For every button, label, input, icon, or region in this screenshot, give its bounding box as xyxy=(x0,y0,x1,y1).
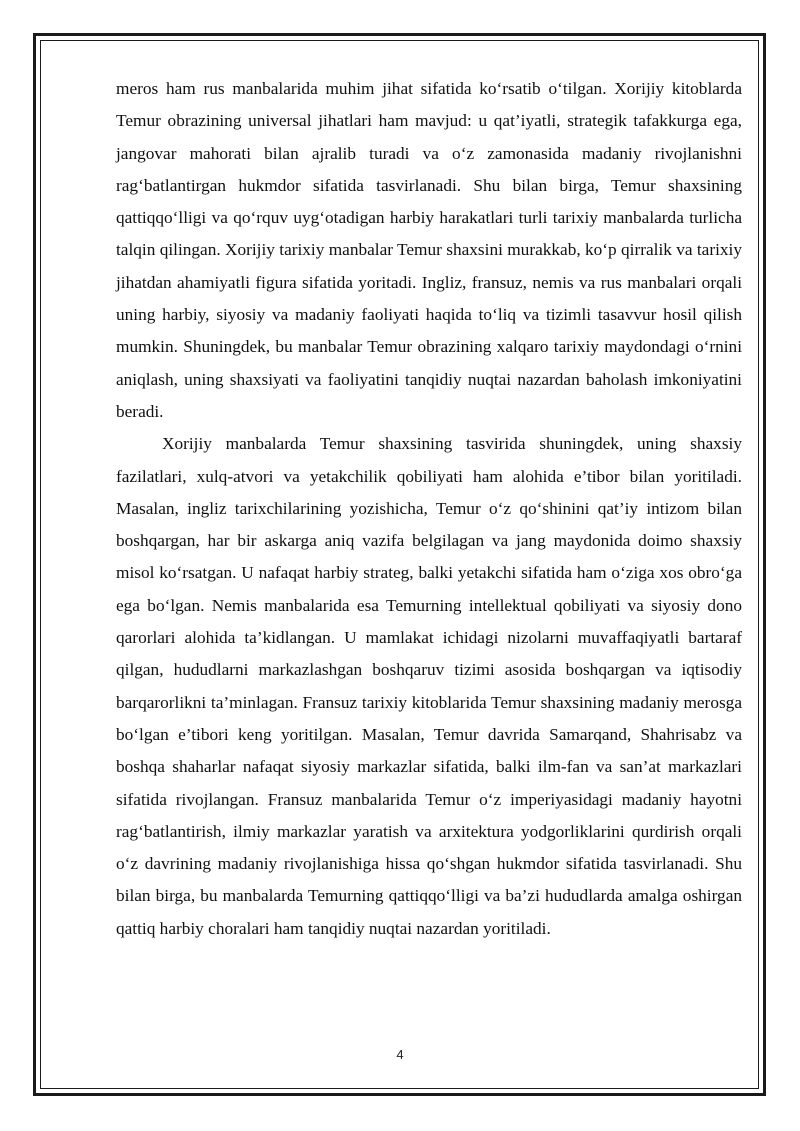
page-number: 4 xyxy=(396,1047,404,1062)
paragraph-continued: meros ham rus manbalarida muhim jihat sifatida ko‘rsatib o‘tilgan. Xorijiy kitoblarda Temur obrazining universal jihatlari ham mavjud: u qat’iyatli, strategik tafakkurga ega, jangovar mahorati bilan ajralib turadi va o‘z zamonasida madaniy rivojlanishni rag‘batlantirgan hukmdor sifatida tasvirlanadi. Shu bilan birga, Temur shaxsining qattiqqo‘lligi va qo‘rquv uyg‘otadigan harbiy harakatlari turli tarixiy manbalarda turlicha talqin qilingan. Xorijiy tarixiy manbalar Temur shaxsini murakkab, ko‘p qirralik va tarixiy jihatdan ahamiyatli figura sifatida yoritadi. Ingliz, fransuz, nemis va rus manbalari orqali uning harbiy, siyosiy va madaniy faoliyati haqida to‘liq va tizimli tasavvur hosil qilish mumkin. Shuningdek, bu manbalar Temur obrazining xalqaro tarixiy maydondagi o‘rnini aniqlash, uning shaxsiyati va faoliyatini tanqidiy nuqtai nazardan baholash imkoniyatini beradi. xyxy=(116,79,742,421)
paragraph: Xorijiy manbalarda Temur shaxsining tasvirida shuningdek, uning shaxsiy fazilatlari, xulq-atvori va yetakchilik qobiliyati ham alohida e’tibor bilan yoritiladi. Masalan, ingliz tarixchilarining yozishicha, Temur o‘z qo‘shinini qat’iy intizom bilan boshqargan, har bir askarga aniq vazifa belgilagan va jang maydonida doimo shaxsiy misol ko‘rsatgan. U nafaqat harbiy strateg, balki yetakchi sifatida ham o‘ziga xos obro‘ga ega bo‘lgan. Nemis manbalarida esa Temurning intellektual qobiliyati va siyosiy dono qarorlari alohida ta’kidlangan. U mamlakat ichidagi nizolarni muvaffaqiyatli bartaraf qilgan, hududlarni markazlashgan boshqaruv tizimi asosida boshqargan va iqtisodiy barqarorlikni ta’minlagan. Fransuz tarixiy kitoblarida Temur shaxsining madaniy merosga bo‘lgan e’tibori keng yoritilgan. Masalan, Temur davrida Samarqand, Shahrisabz va boshqa shaharlar nafaqat siyosiy markazlar sifatida, balki ilm-fan va san’at markazlari sifatida rivojlangan. Fransuz manbalarida Temur o‘z imperiyasidagi madaniy hayotni rag‘batlantirish, ilmiy markazlar yaratish va arxitektura yodgorliklarini qurdirish orqali o‘z davrining madaniy rivojlanishiga hissa qo‘shgan hukmdor sifatida tasvirlanadi. Shu bilan birga, bu manbalarda Temurning qattiqqo‘lligi va ba’zi hududlarda amalga oshirgan qattiq harbiy choralari ham tanqidiy nuqtai nazardan yoritiladi. xyxy=(116,434,742,938)
document-body xyxy=(116,73,742,945)
